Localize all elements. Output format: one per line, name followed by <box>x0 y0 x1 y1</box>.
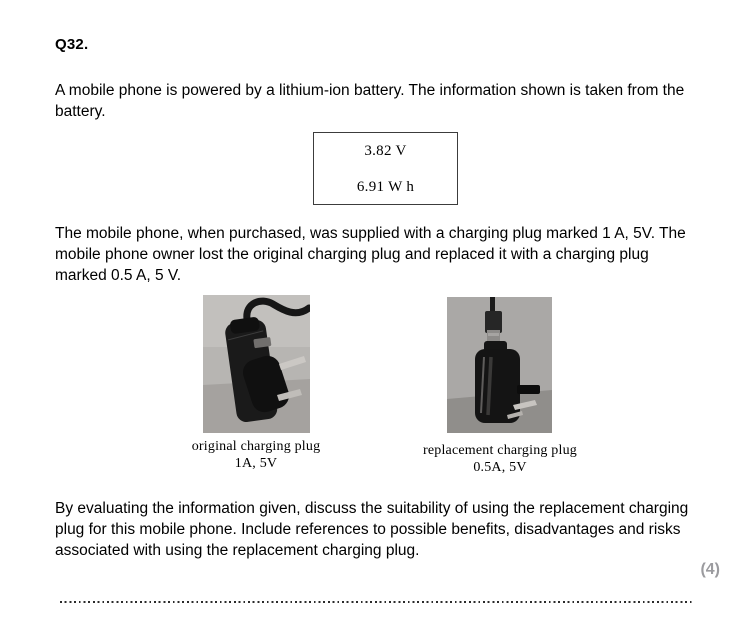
figure-rating: 1A, 5V <box>234 456 278 471</box>
replacement-charging-plug-photo <box>447 297 552 433</box>
task-paragraph <box>55 498 727 561</box>
plug-info-line: The mobile phone, when purchased, was supplied with a charging plug marked 1 A, 5V. The <box>55 225 686 242</box>
plug-info-line: marked 0.5 A, 5 V. <box>55 267 182 284</box>
replacement-plug-caption <box>390 442 610 476</box>
original-charging-plug-photo <box>203 295 310 433</box>
figure-caption: original charging plug <box>191 439 321 454</box>
plug-info-paragraph <box>55 223 727 286</box>
question-number: Q32. <box>55 36 89 53</box>
battery-voltage-value: 3.82 V <box>364 143 407 159</box>
task-line: associated with using the replacement charging plug. <box>55 542 420 559</box>
figure-caption: replacement charging plug <box>422 443 578 458</box>
plug-info-line: mobile phone owner lost the original charging plug and replaced it with a charging plug <box>55 246 649 263</box>
intro-line: battery. <box>55 103 106 120</box>
battery-info-box <box>313 132 458 205</box>
answer-dotted-line <box>60 601 693 603</box>
original-plug-caption <box>146 438 366 472</box>
intro-paragraph <box>55 80 727 122</box>
figure-rating: 0.5A, 5V <box>473 460 527 475</box>
intro-line: A mobile phone is powered by a lithium-ion battery. The information shown is taken from the <box>55 82 685 99</box>
task-line: By evaluating the information given, discuss the suitability of using the replacement charging <box>55 500 689 517</box>
battery-energy-value: 6.91 W h <box>356 179 415 195</box>
marks-badge: (4) <box>700 561 720 578</box>
task-line: plug for this mobile phone. Include references to possible benefits, disadvantages and risks <box>55 521 681 538</box>
